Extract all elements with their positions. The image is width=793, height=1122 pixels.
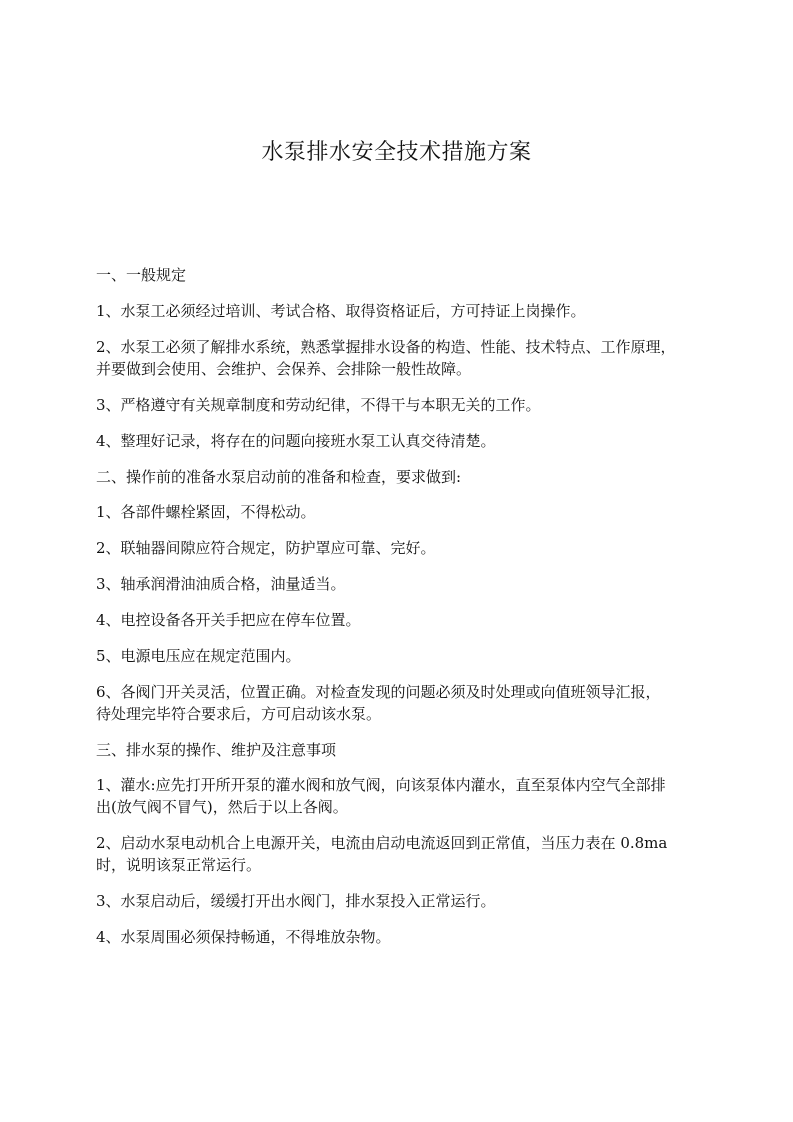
paragraph-line: 4、整理好记录，将存在的问题向接班水泵工认真交待清楚。 bbox=[96, 432, 496, 450]
paragraph-line: 6、各阀门开关灵活，位置正确。对检查发现的问题必须及时处理或向值班领导汇报， bbox=[96, 683, 661, 701]
paragraph-line: 3、水泵启动后，缓缓打开出水阀门，排水泵投入正常运行。 bbox=[96, 892, 496, 910]
paragraph-line: 时，说明该泵正常运行。 bbox=[96, 856, 262, 874]
paragraph-line: 待处理完毕符合要求后，方可启动该水泵。 bbox=[96, 705, 382, 723]
paragraph-line: 出(放气阀不冒气)，然后于以上各阀。 bbox=[96, 798, 348, 816]
paragraph-item bbox=[96, 645, 706, 667]
section-pre-operation bbox=[96, 466, 706, 725]
paragraph-line: 4、水泵周围必须保持畅通，不得堆放杂物。 bbox=[96, 928, 391, 946]
paragraph-item bbox=[96, 926, 706, 948]
paragraph-item bbox=[96, 774, 706, 818]
paragraph-line: 并要做到会使用、会维护、会保养、会排除一般性故障。 bbox=[96, 360, 472, 378]
paragraph-item bbox=[96, 609, 706, 631]
paragraph-line: 1、灌水:应先打开所开泵的灌水阀和放气阀，向该泵体内灌水，直至泵体内空气全部排 bbox=[96, 776, 666, 794]
paragraph-item bbox=[96, 394, 706, 416]
paragraph-line: 2、联轴器间隙应符合规定，防护罩应可靠、完好。 bbox=[96, 539, 436, 557]
paragraph-item bbox=[96, 430, 706, 452]
paragraph-item bbox=[96, 336, 706, 380]
section-heading: 三、排水泵的操作、维护及注意事项 bbox=[96, 741, 337, 759]
section-operation-maintenance bbox=[96, 739, 706, 948]
section-general-rules bbox=[96, 264, 706, 452]
paragraph-item bbox=[96, 573, 706, 595]
document-body bbox=[96, 264, 706, 948]
paragraph-item bbox=[96, 890, 706, 912]
section-heading: 一、一般规定 bbox=[96, 266, 187, 284]
paragraph-item bbox=[96, 681, 706, 725]
section-heading: 二、操作前的准备水泵启动前的准备和检查，要求做到: bbox=[96, 468, 462, 486]
paragraph-line: 5、电源电压应在规定范围内。 bbox=[96, 647, 301, 665]
paragraph-line: 4、电控设备各开关手把应在停车位置。 bbox=[96, 611, 361, 629]
paragraph-item bbox=[96, 501, 706, 523]
paragraph-item bbox=[96, 832, 706, 876]
paragraph-item bbox=[96, 300, 706, 322]
paragraph-line: 2、启动水泵电动机合上电源开关，电流由启动电流返回到正常值，当压力表在 0.8ma bbox=[96, 834, 668, 852]
paragraph-line: 1、各部件螺栓紧固，不得松动。 bbox=[96, 503, 316, 521]
document-title: 水泵排水安全技术措施方案 bbox=[261, 140, 532, 165]
paragraph-line: 1、水泵工必须经过培训、考试合格、取得资格证后，方可持证上岗操作。 bbox=[96, 302, 586, 320]
paragraph-item bbox=[96, 537, 706, 559]
paragraph-line: 3、轴承润滑油油质合格，油量适当。 bbox=[96, 575, 346, 593]
paragraph-line: 3、严格遵守有关规章制度和劳动纪律，不得干与本职无关的工作。 bbox=[96, 396, 541, 414]
paragraph-line: 2、水泵工必须了解排水系统，熟悉掌握排水设备的构造、性能、技术特点、工作原理， bbox=[96, 338, 676, 356]
